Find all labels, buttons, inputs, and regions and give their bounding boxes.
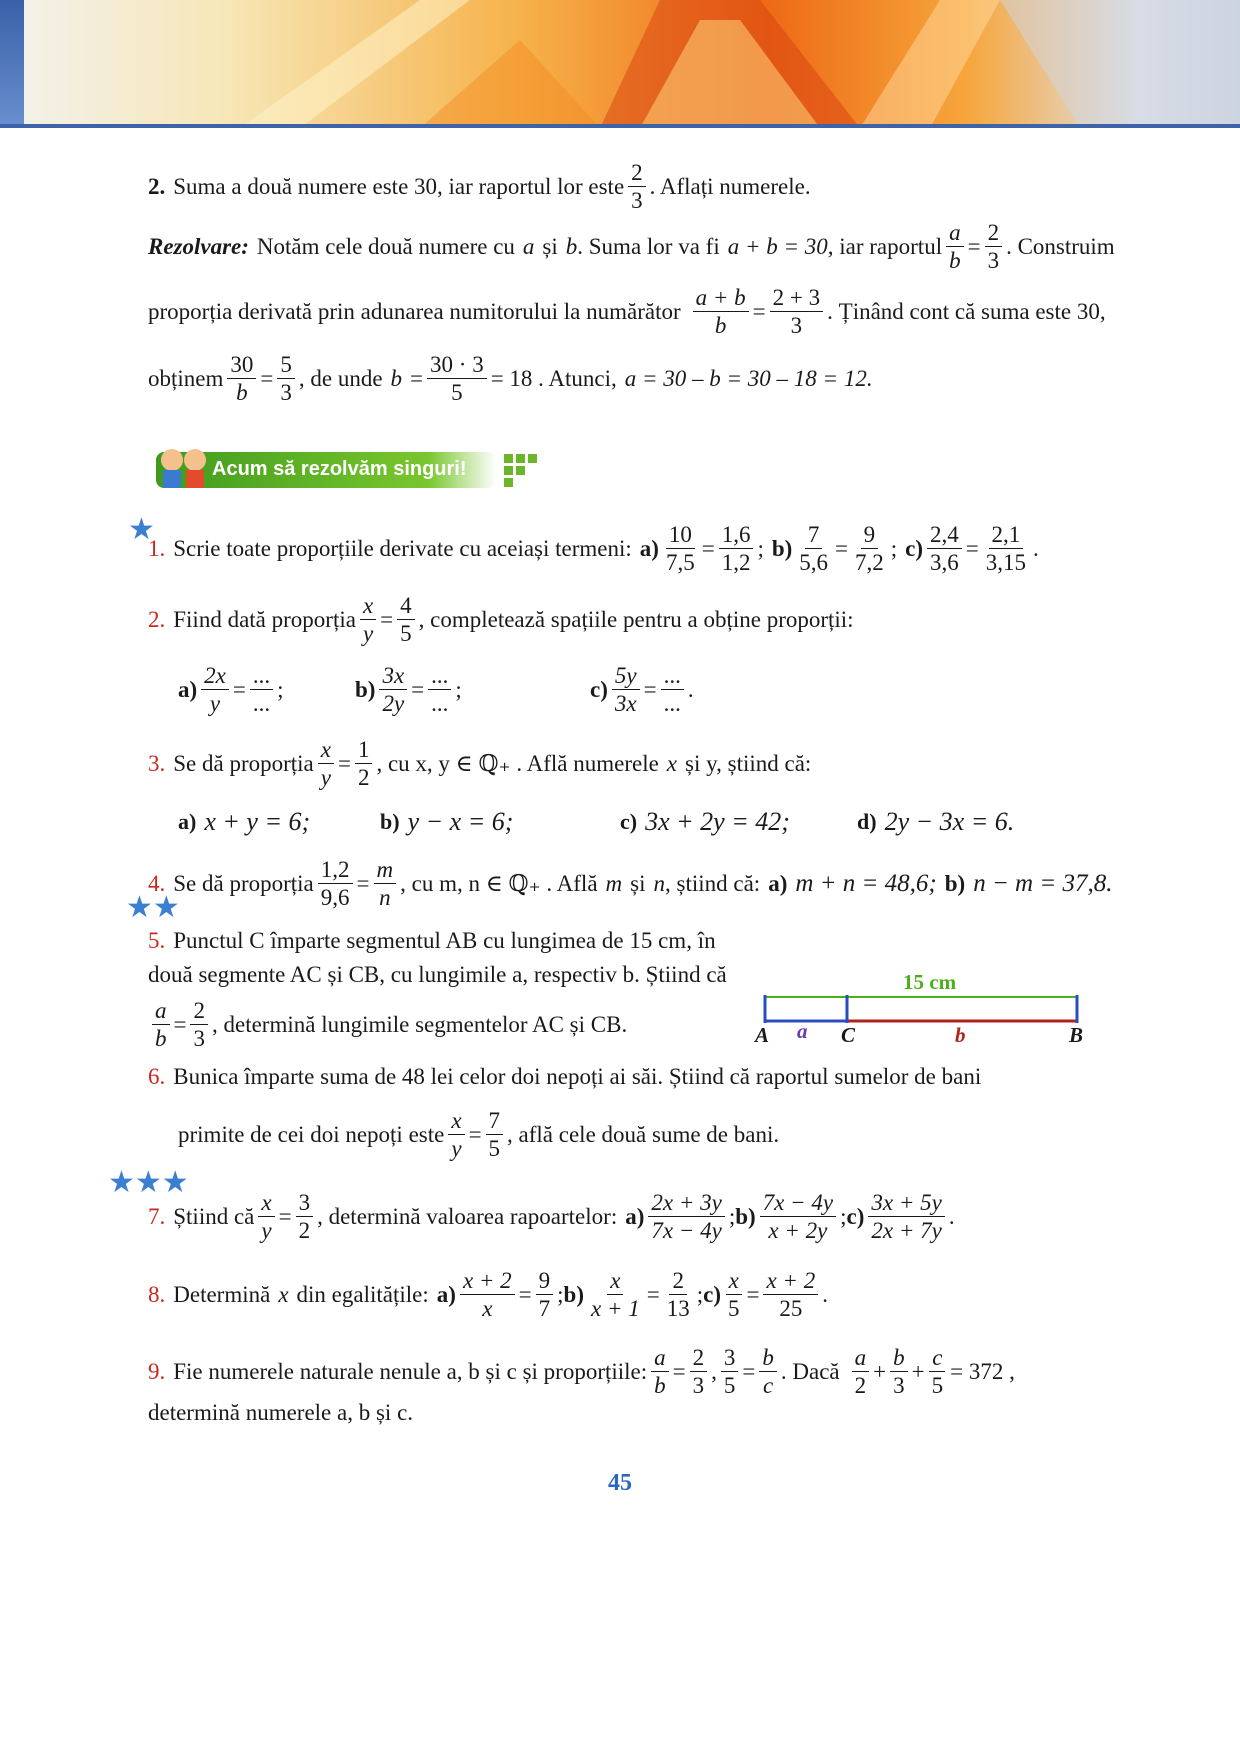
section-banner-title: Acum să rezolvăm singuri! xyxy=(212,458,467,480)
exercise-text: , cu m, n ∈ ℚ₊ . Află xyxy=(400,870,598,896)
fraction: $\frac{3}{5}$ xyxy=(721,1345,739,1399)
fraction: $\frac{x}{y}$ xyxy=(360,593,376,647)
page-number: 45 xyxy=(608,1470,632,1496)
exercise-2-item-b: b) $\frac{3x}{2y}$ = $\frac{...}{...}$ ; xyxy=(355,663,462,717)
statement-text-end: . Aflați numerele. xyxy=(649,173,811,199)
item-label: c) xyxy=(590,676,608,702)
fraction: $\frac{2}{13}$ xyxy=(666,1268,690,1322)
item-label: a) xyxy=(625,1203,645,1229)
item-label: b) xyxy=(944,870,966,896)
fraction: $\frac{4}{5}$ xyxy=(397,593,415,647)
solution-text: . Construim xyxy=(1006,233,1115,259)
solution-line-3: obținem $\frac{30}{b}$ = $\frac{5}{3}$ , de unde b = $\frac{30 \cdot 3}{5}$ = 18 . Atunci, a = 30 – b = 30 – 18 = 12. xyxy=(148,352,873,406)
difficulty-two-stars-icon: ★★ xyxy=(126,891,180,924)
exercise-text: Fie numerele naturale nenule a, b și c și proporțiile: xyxy=(173,1358,648,1384)
exercise-3-item-c xyxy=(620,807,790,837)
item-label: c) xyxy=(703,1281,721,1307)
exercise-number: 8. xyxy=(148,1281,166,1307)
fraction: $\frac{2x}{y}$ xyxy=(201,663,229,717)
fraction: $\frac{x}{y}$ xyxy=(318,737,334,791)
fraction: $\frac{a}{b}$ xyxy=(651,1345,669,1399)
exercise-number: 9. xyxy=(148,1358,166,1384)
point-a-label: A xyxy=(755,1023,770,1047)
solution-text: proporția derivată prin adunarea numitorului la numărător xyxy=(148,298,681,324)
solution-text: , de unde xyxy=(298,365,383,391)
item-label: b) xyxy=(355,676,376,702)
solution-line-1: Rezolvare: Notăm cele două numere cu a și b . Suma lor va fi a + b = 30 , iar raportul $\frac{a}{b}$ = $\frac{2}{3}$ . Construim xyxy=(148,220,1115,274)
example-number: 2. xyxy=(148,173,166,199)
fraction: $\frac{5}{3}$ xyxy=(277,352,295,406)
fraction: $\frac{2,4}{3,6}$ xyxy=(927,522,962,576)
fraction: $\frac{10}{7,5}$ xyxy=(665,522,695,576)
fraction: $\frac{3x + 5y}{2x + 7y}$ xyxy=(868,1190,944,1244)
exercise-text: din egalitățile: xyxy=(296,1281,429,1307)
fraction: $\frac{b}{3}$ xyxy=(890,1345,908,1399)
equation: a = 30 – b = 30 – 18 = 12. xyxy=(624,365,873,391)
solution-text: = 18 . Atunci, xyxy=(490,365,617,391)
fraction: $\frac{1,6}{1,2}$ xyxy=(719,522,754,576)
exercise-text: = 372 , xyxy=(950,1358,1015,1384)
fraction: $\frac{7}{5}$ xyxy=(486,1108,504,1162)
example-2-statement xyxy=(148,160,811,214)
solution-text: și xyxy=(542,233,558,259)
solution-text: . Ținând cont că suma este 30, xyxy=(827,298,1106,324)
variable: b xyxy=(390,365,403,391)
exercise-5-line-3: $\frac{a}{b}$ = $\frac{2}{3}$ , determină lungimile segmentelor AC și CB. xyxy=(148,998,627,1052)
exercise-number: 6. xyxy=(148,1064,166,1089)
exercise-text: primite de cei doi nepoți este xyxy=(178,1121,445,1147)
banner-bottom-line xyxy=(0,124,1240,128)
exercise-4: 4. Se dă proporția $\frac{1,2}{9,6}$ = $\frac{m}{n}$ , cu m, n ∈ ℚ₊ . Află m și n , știind că: a) m + n = 48,6; b) n − m = 37,8. xyxy=(148,857,1113,911)
fraction: $\frac{x}{5}$ xyxy=(725,1268,743,1322)
exercise-3-item-d xyxy=(857,807,1014,837)
fraction: $\frac{x}{x + 1}$ xyxy=(591,1268,640,1322)
fraction: $\frac{3}{2}$ xyxy=(296,1190,314,1244)
variable: b xyxy=(565,233,578,259)
fraction: $\frac{7x - 4y}{x + 2y}$ xyxy=(760,1190,836,1244)
item-label: b) xyxy=(735,1203,756,1229)
segment-length-label: 15 cm xyxy=(903,970,957,994)
fraction: $\frac{2x + 3y}{7x - 4y}$ xyxy=(648,1190,724,1244)
exercise-2-item-a: a) $\frac{2x}{y}$ = $\frac{...}{...}$ ; xyxy=(178,663,284,717)
exercise-9: 9. Fie numerele naturale nenule a, b și c și proporțiile: $\frac{a}{b}$ = $\frac{2}{3}$ , $\frac{3}{5}$ = $\frac{b}{c}$ . Dacă $\frac{a}{2}$ + $\frac{b}{3}$ + $\frac{c}{5}$ = 372 , xyxy=(148,1345,1015,1399)
fraction: $\frac{2}{3}$ xyxy=(190,998,208,1052)
fraction: $\frac{3x}{2y}$ xyxy=(379,663,407,717)
item-label: c) xyxy=(620,809,638,834)
banner-pattern xyxy=(0,0,1240,128)
item-label: a) xyxy=(436,1281,456,1307)
exercise-text: două segmente AC și CB, cu lungimile a, respectiv b. Știind că xyxy=(148,962,727,987)
fraction: $\frac{c}{5}$ xyxy=(929,1345,947,1399)
fraction: $\frac{2}{3}$ xyxy=(690,1345,708,1399)
segment-b-label: b xyxy=(955,1023,966,1047)
fraction: $\frac{b}{c}$ xyxy=(759,1345,777,1399)
exercise-8: 8. Determină x din egalitățile: a) $\frac{x + 2}{x}$ = $\frac{9}{7}$ ; b) $\frac{x}{x + 1}$ = $\frac{2}{13}$ ; c) $\frac{x}{5}$ = $\frac{x + 2}{25}$ . xyxy=(148,1268,828,1322)
solution-text: Notăm cele două numere cu xyxy=(256,233,515,259)
variable: x xyxy=(278,1281,289,1307)
exercise-9-line-2 xyxy=(148,1400,413,1426)
header-banner xyxy=(0,0,1240,128)
solution-text: . Suma lor va fi xyxy=(577,233,720,259)
exercise-7: 7. Știind că $\frac{x}{y}$ = $\frac{3}{2}$ , determină valoarea rapoartelor: a) $\frac{2x + 3y}{7x - 4y}$ ; b) $\frac{7x - 4y}{x + 2y}$ ; c) $\frac{3x + 5y}{2x + 7y}$ . xyxy=(148,1190,955,1244)
fraction: $\frac{1,2}{9,6}$ xyxy=(318,857,353,911)
fraction: $\frac{2}{3}$ xyxy=(628,160,646,214)
fraction: $\frac{...}{...}$ xyxy=(250,663,273,717)
exercise-3: 3. Se dă proporția $\frac{x}{y}$ = $\frac{1}{2}$ , cu x, y ∈ ℚ₊ . Află numerele x și y, știind că: xyxy=(148,737,812,791)
fraction: $\frac{2,1}{3,15}$ xyxy=(985,522,1027,576)
exercise-3-item-a xyxy=(178,807,310,837)
point-b-label: B xyxy=(1069,1023,1084,1047)
fraction: $\frac{7}{5,6}$ xyxy=(799,522,829,576)
exercise-text: Scrie toate proporțiile derivate cu aceiași termeni: xyxy=(173,535,632,561)
exercise-text: Se dă proporția xyxy=(173,750,314,776)
exercise-5-line-1 xyxy=(148,928,716,954)
item-label: d) xyxy=(857,809,877,834)
equation: m + n = 48,6; xyxy=(795,869,937,897)
fraction: $\frac{a}{2}$ xyxy=(852,1345,870,1399)
fraction: $\frac{x + 2}{25}$ xyxy=(763,1268,818,1322)
exercise-text: , determină valoarea rapoartelor: xyxy=(317,1203,618,1229)
variable: m xyxy=(605,870,623,896)
equation: 3x + 2y = 42; xyxy=(645,807,790,836)
item-label: a) xyxy=(178,809,197,834)
item-label: b) xyxy=(380,809,400,834)
variable: a xyxy=(522,233,535,259)
point-c-label: C xyxy=(841,1023,856,1047)
exercise-5-line-2 xyxy=(148,962,727,988)
equation: a + b = 30 xyxy=(727,233,828,259)
exercise-text: , completează spațiile pentru a obține proporții: xyxy=(418,606,854,632)
solution-line-2: proporția derivată prin adunarea numitorului la numărător $\frac{a + b}{b}$ = $\frac{2 + 3}{3}$ . Ținând cont că suma este 30, xyxy=(148,285,1106,339)
exercise-number: 5. xyxy=(148,928,166,953)
difficulty-three-stars-icon: ★★★ xyxy=(108,1166,189,1199)
item-label: c) xyxy=(905,535,924,561)
exercise-1: 1. Scrie toate proporțiile derivate cu aceiași termeni: a) $\frac{10}{7,5}$ = $\frac{1,6}{1,2}$ ; b) $\frac{7}{5,6}$ = $\frac{9}{7,2}$ ; c) $\frac{2,4}{3,6}$ = $\frac{2,1}{3,15}$ . xyxy=(148,522,1039,576)
fraction: $\frac{x}{y}$ xyxy=(258,1190,274,1244)
exercise-text: . Dacă xyxy=(780,1358,840,1384)
exercise-text: Bunica împarte suma de 48 lei celor doi nepoți ai săi. Știind că raportul sumelor de bani xyxy=(173,1064,982,1089)
equation: x + y = 6; xyxy=(204,807,311,836)
exercise-text: Se dă proporția xyxy=(173,870,314,896)
equation: n − m = 37,8. xyxy=(973,869,1113,897)
exercise-6-line-1 xyxy=(148,1064,981,1090)
fraction: $\frac{2}{3}$ xyxy=(985,220,1003,274)
exercise-2: 2. Fiind dată proporția $\frac{x}{y}$ = $\frac{4}{5}$ , completează spațiile pentru a obține proporții: xyxy=(148,593,854,647)
exercise-number: 7. xyxy=(148,1203,166,1229)
fraction: $\frac{a}{b}$ xyxy=(946,220,964,274)
fraction: $\frac{1}{2}$ xyxy=(355,737,373,791)
item-label: a) xyxy=(639,535,659,561)
solution-text: obținem xyxy=(148,365,224,391)
exercise-text: Determină xyxy=(173,1281,271,1307)
fraction: $\frac{x + 2}{x}$ xyxy=(460,1268,515,1322)
difficulty-star-icon: ★ xyxy=(128,513,155,546)
fraction: $\frac{x}{y}$ xyxy=(448,1108,464,1162)
statement-text: Suma a două numere este 30, iar raportul lor este xyxy=(173,173,625,199)
exercise-2-item-c: c) $\frac{5y}{3x}$ = $\frac{...}{...}$ . xyxy=(590,663,694,717)
segment-diagram xyxy=(755,965,1095,1045)
fraction: $\frac{30}{b}$ xyxy=(227,352,256,406)
item-label: c) xyxy=(846,1203,865,1229)
exercise-text: Punctul C împarte segmentul AB cu lungimea de 15 cm, în xyxy=(173,928,716,953)
fraction: $\frac{a}{b}$ xyxy=(152,998,170,1052)
exercise-text: determină numerele a, b și c. xyxy=(148,1400,414,1425)
item-label: a) xyxy=(768,870,788,896)
fraction: $\frac{2 + 3}{3}$ xyxy=(770,285,823,339)
fraction: $\frac{9}{7}$ xyxy=(536,1268,554,1322)
variable: n xyxy=(653,870,665,896)
exercise-number: 1. xyxy=(148,535,166,561)
fraction: $\frac{...}{...}$ xyxy=(661,663,684,717)
banner-left-strip xyxy=(0,0,24,128)
fraction: $\frac{a + b}{b}$ xyxy=(693,285,749,339)
exercise-3-item-b xyxy=(380,807,513,837)
item-label: b) xyxy=(771,535,793,561)
item-label: b) xyxy=(563,1281,584,1307)
item-label: a) xyxy=(178,676,198,702)
fraction: $\frac{30 \cdot 3}{5}$ xyxy=(427,352,487,406)
exercise-text: Știind că xyxy=(173,1203,255,1229)
solution-text: , iar raportul xyxy=(827,233,943,259)
section-banner xyxy=(150,440,550,500)
fraction: $\frac{9}{7,2}$ xyxy=(855,522,884,576)
segment-a-label: a xyxy=(797,1019,808,1043)
fraction: $\frac{m}{n}$ xyxy=(374,857,397,911)
equation: 2y − 3x = 6. xyxy=(884,807,1015,836)
fraction: $\frac{5y}{3x}$ xyxy=(612,663,640,717)
exercise-text: , știind că: xyxy=(665,870,761,896)
exercise-text: și xyxy=(630,870,646,896)
fraction: $\frac{...}{...}$ xyxy=(428,663,451,717)
solution-label: Rezolvare: xyxy=(148,233,249,259)
exercise-number: 2. xyxy=(148,606,166,632)
exercise-number: 4. xyxy=(148,870,166,896)
exercise-text: , cu x, y ∈ ℚ₊ . Află numerele xyxy=(376,750,659,776)
variable: x xyxy=(666,750,678,776)
exercise-text: , află cele două sume de bani. xyxy=(507,1121,780,1147)
exercise-text: și y, știind că: xyxy=(685,750,812,776)
exercise-text: Fiind dată proporția xyxy=(173,606,356,632)
exercise-number: 3. xyxy=(148,750,166,776)
equation: y − x = 6; xyxy=(407,807,514,836)
exercise-text: , determină lungimile segmentelor AC și CB. xyxy=(211,1011,628,1037)
exercise-6-line-2: primite de cei doi nepoți este $\frac{x}{y}$ = $\frac{7}{5}$ , află cele două sume de bani. xyxy=(178,1108,780,1162)
